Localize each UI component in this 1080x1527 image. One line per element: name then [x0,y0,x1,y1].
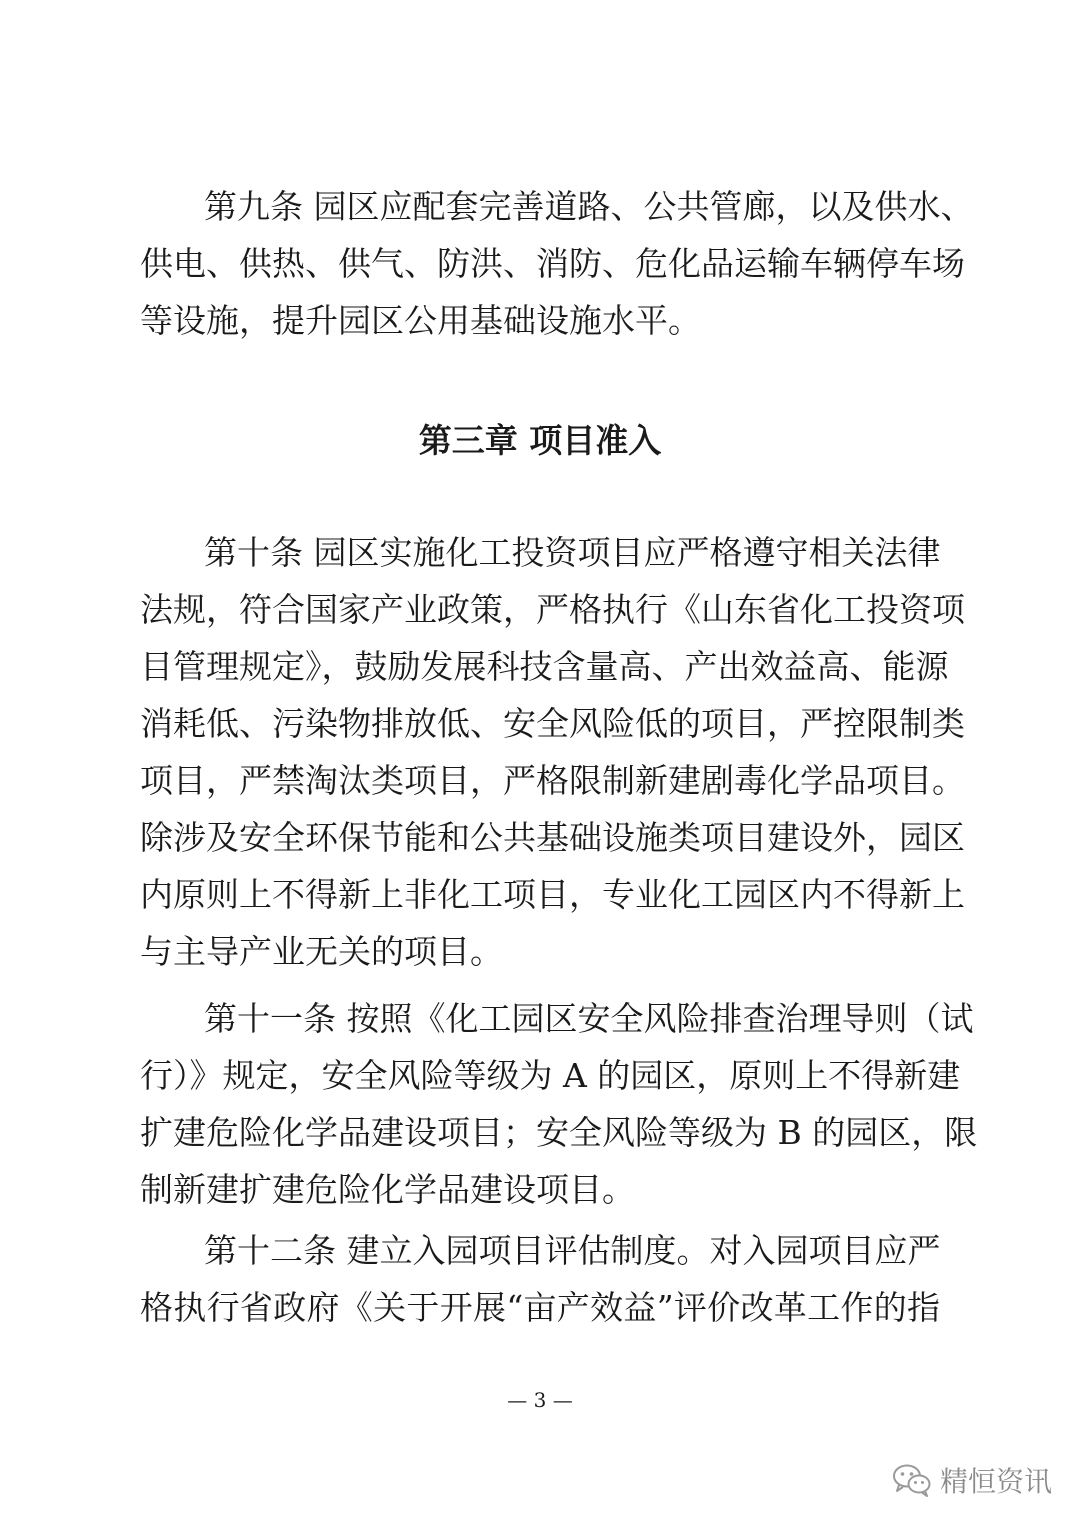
chapter-heading: 第三章 项目准入 [418,421,662,460]
text-line: 第十条 园区实施化工投资项目应严格遵守相关法律 [204,533,941,572]
text-line: 制新建扩建危险化学品建设项目。 [140,1170,635,1209]
text-line: 内原则上不得新上非化工项目，专业化工园区内不得新上 [140,875,965,914]
watermark [892,1460,1052,1500]
text-line: 格执行省政府《关于开展“亩产效益”评价改革工作的指 [140,1288,940,1327]
text-line: 法规，符合国家产业政策，严格执行《山东省化工投资项 [140,590,965,629]
text-line: 供电、供热、供气、防洪、消防、危化品运输车辆停车场 [140,244,965,283]
article-12-paragraph [140,1222,940,1336]
article-11-paragraph [140,990,978,1218]
text-line: 目管理规定》，鼓励发展科技含量高、产出效益高、能源 [140,647,949,686]
page-number: — 3 — [507,1388,573,1412]
article-10-paragraph [140,524,965,980]
text-line: 第十一条 按照《化工园区安全风险排查治理导则（试 [204,999,974,1038]
text-line: 项目，严禁淘汰类项目，严格限制新建剧毒化学品项目。 [140,761,965,800]
text-line: 等设施，提升园区公用基础设施水平。 [140,301,701,340]
text-line: 除涉及安全环保节能和公共基础设施类项目建设外，园区 [140,818,965,857]
wechat-icon [892,1463,932,1497]
watermark-text: 精恒资讯 [939,1465,1052,1498]
text-line: 第十二条 建立入园项目评估制度。对入园项目应严 [204,1231,941,1270]
text-line: 消耗低、污染物排放低、安全风险低的项目，严控限制类 [140,704,965,743]
text-line: 行）》规定，安全风险等级为 A 的园区，原则上不得新建 [140,1056,961,1095]
text-line: 与主导产业无关的项目。 [140,932,503,971]
article-9-paragraph [140,178,974,349]
text-line: 扩建危险化学品建设项目；安全风险等级为 B 的园区，限 [140,1113,978,1152]
text-line: 第九条 园区应配套完善道路、公共管廊，以及供水、 [204,187,974,226]
